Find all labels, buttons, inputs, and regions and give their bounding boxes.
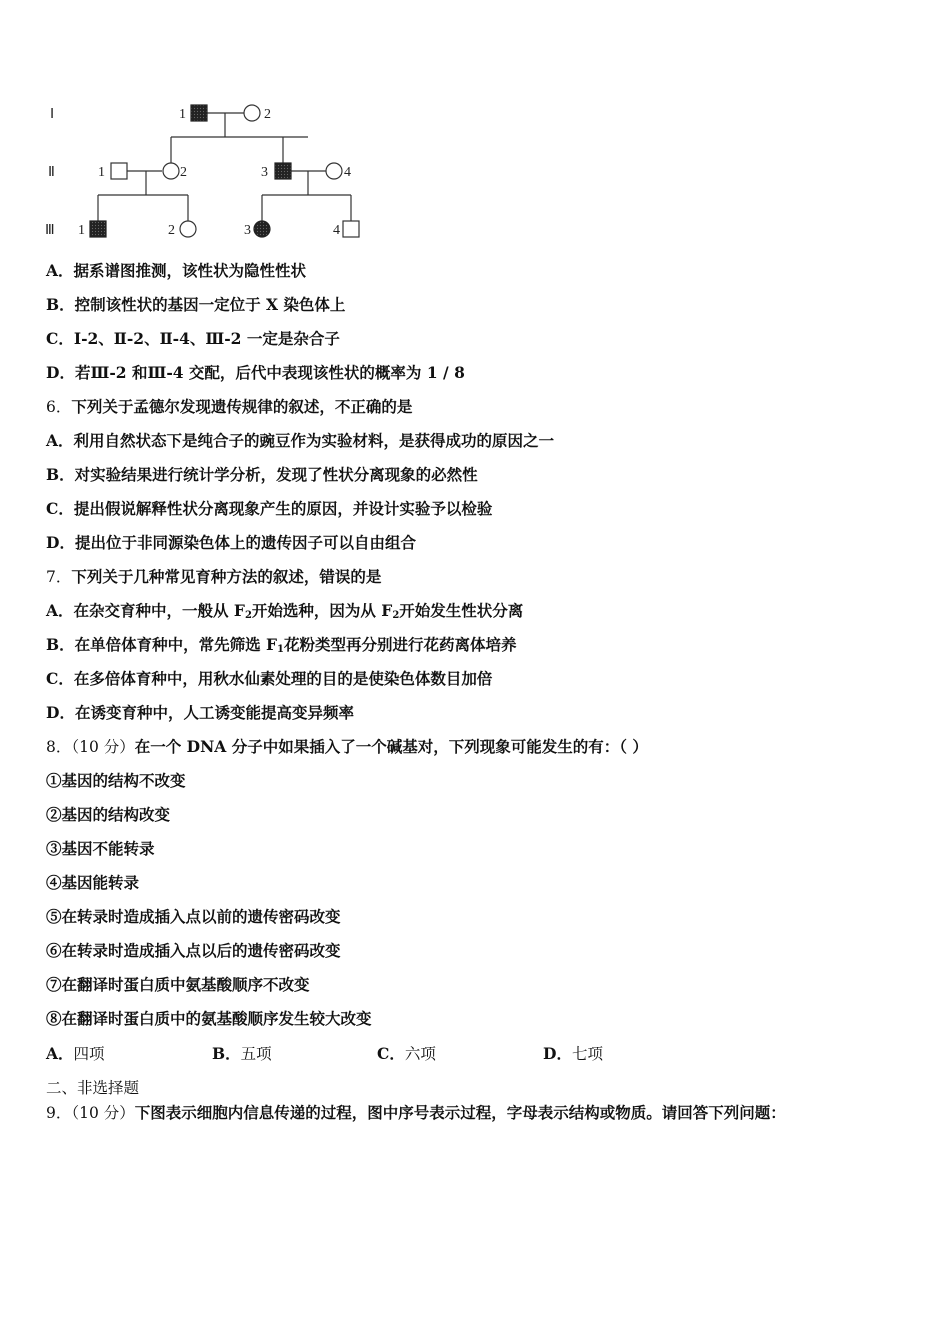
gen1-num-2: 2: [264, 107, 271, 122]
gen3-female-2: [180, 221, 196, 237]
gen1-male-1-affected: [191, 105, 207, 121]
section-title: 二、非选择题: [46, 1079, 140, 1097]
q8-item-8: ⑧在翻译时蛋白质中的氨基酸顺序发生较大改变: [46, 1009, 372, 1028]
q8-stem: 8．（10 分）在一个 DNA 分子中如果插入了一个碱基对，下列现象可能发生的有：（ ）: [46, 737, 648, 756]
gen3-num-4: 4: [333, 223, 340, 238]
q8-option-a: A．四项: [46, 1044, 105, 1063]
q7-option-b: B．在单倍体育种中，常先筛选 $F_1$花粉类型再分别进行花药离体培养: [46, 635, 517, 655]
gen2-num-1: 1: [98, 165, 105, 180]
gen1-female-2: [244, 105, 260, 121]
q5-option-d: D．若Ⅲ-2 和Ⅲ-4 交配，后代中表现该性状的概率为 1 / 8: [46, 363, 465, 382]
gen2-female-4: [326, 163, 342, 179]
gen3-female-3-affected: [254, 221, 270, 237]
gen-label-1: Ⅰ: [50, 107, 55, 122]
q6-stem: 6．下列关于孟德尔发现遗传规律的叙述，不正确的是: [46, 397, 413, 416]
q6-option-a: A．利用自然状态下是纯合子的豌豆作为实验材料，是获得成功的原因之一: [46, 431, 555, 450]
q5-option-c: C．Ⅰ-2、Ⅱ-2、Ⅱ-4、Ⅲ-2 一定是杂合子: [46, 329, 340, 348]
q8-item-1: ①基因的结构不改变: [46, 771, 186, 790]
pedigree-chart: [40, 95, 380, 245]
gen2-male-3-affected: [275, 163, 291, 179]
gen-label-3: Ⅲ: [45, 223, 55, 238]
q7-option-a: A．在杂交育种中，一般从 $F_2$开始选种，因为从 $F_2$开始发生性状分离: [46, 601, 524, 621]
q8-item-5: ⑤在转录时造成插入点以前的遗传密码改变: [46, 907, 341, 926]
q8-option-d: D．七项: [543, 1044, 603, 1063]
q8-option-c: C．六项: [377, 1044, 436, 1063]
q8-item-2: ②基因的结构改变: [46, 805, 171, 824]
q9-stem: 9．（10 分）下图表示细胞内信息传递的过程，图中序号表示过程，字母表示结构或物质。请回答下列问题：: [46, 1103, 786, 1122]
q7-stem: 7．下列关于几种常见育种方法的叙述，错误的是: [46, 567, 382, 586]
q8-option-b: B．五项: [212, 1044, 272, 1063]
q7-option-c: C．在多倍体育种中，用秋水仙素处理的目的是使染色体数目加倍: [46, 669, 493, 688]
gen2-female-2: [163, 163, 179, 179]
q8-item-7: ⑦在翻译时蛋白质中氨基酸顺序不改变: [46, 975, 310, 994]
q8-item-3: ③基因不能转录: [46, 839, 155, 858]
gen1-num-1: 1: [179, 107, 186, 122]
gen-label-2: Ⅱ: [48, 165, 55, 180]
gen2-num-2: 2: [180, 165, 187, 180]
gen3-num-2: 2: [168, 223, 175, 238]
q7-option-d: D．在诱变育种中，人工诱变能提高变异频率: [46, 703, 354, 722]
gen3-num-3: 3: [244, 223, 251, 238]
gen2-male-1: [111, 163, 127, 179]
gen3-male-4: [343, 221, 359, 237]
gen3-male-1-affected: [90, 221, 106, 237]
q5-option-b: B．控制该性状的基因一定位于 X 染色体上: [46, 295, 346, 314]
q6-option-d: D．提出位于非同源染色体上的遗传因子可以自由组合: [46, 533, 416, 552]
q8-item-4: ④基因能转录: [46, 873, 140, 892]
q6-option-c: C．提出假说解释性状分离现象产生的原因，并设计实验予以检验: [46, 499, 493, 518]
q5-option-a: A．据系谱图推测，该性状为隐性性状: [46, 261, 307, 280]
gen2-num-4: 4: [344, 165, 351, 180]
gen3-num-1: 1: [78, 223, 85, 238]
q8-item-6: ⑥在转录时造成插入点以后的遗传密码改变: [46, 941, 341, 960]
q6-option-b: B．对实验结果进行统计学分析，发现了性状分离现象的必然性: [46, 465, 478, 484]
gen2-num-3: 3: [261, 165, 268, 180]
